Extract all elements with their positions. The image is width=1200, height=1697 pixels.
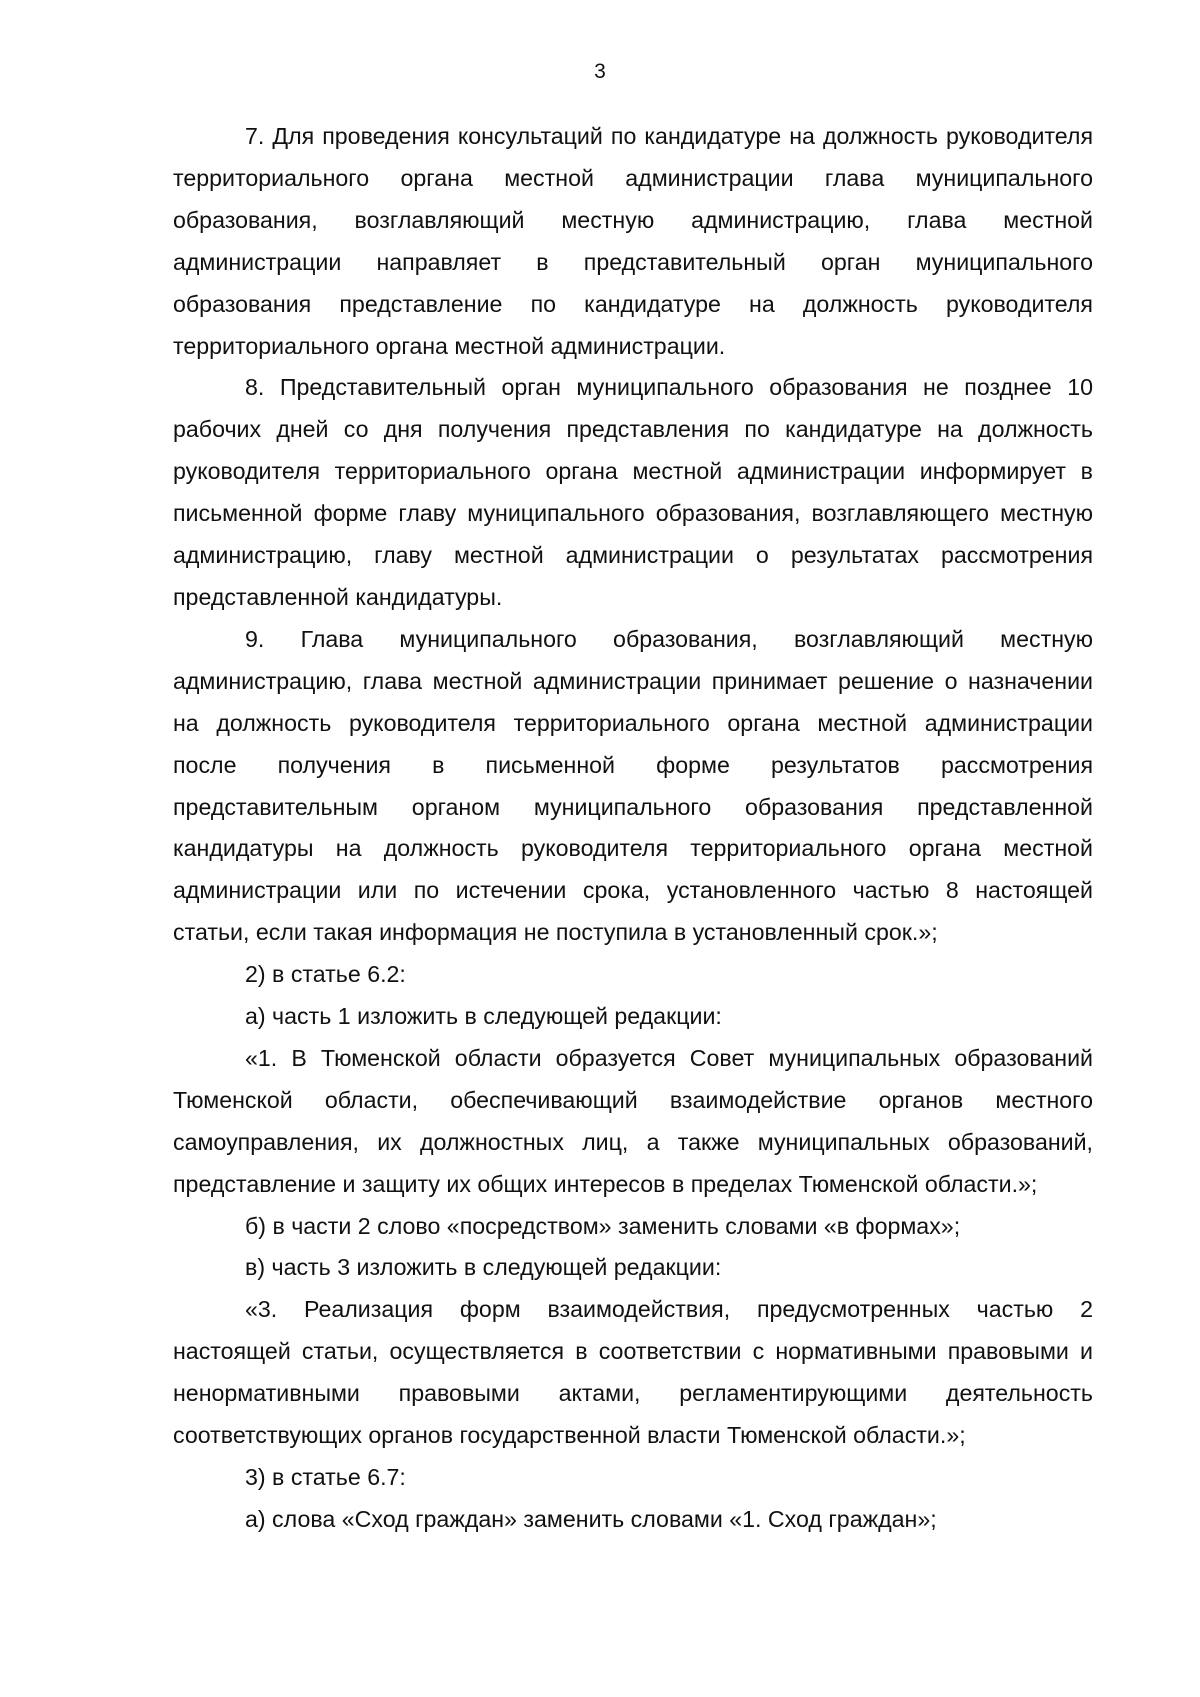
item-2a-quote: «1. В Тюменской области образуется Совет муниципальных образований Тюменской области, обеспечивающий взаимодействие органов местного самоуправления, их должностных лиц, а также муниципальных образований, представление и защиту их общих интересов в пределах Тюменской области.»; (173, 1044, 1093, 1197)
document-body (173, 116, 1093, 1541)
paragraph-9: 9. Глава муниципального образования, возглавляющий местную администрацию, глава местной администрации принимает решение о назначении на должность руководителя территориального органа местной администрации после получения в письменной форме результатов рассмотрения представительным органом муниципального образования представленной кандидатуры на должность руководителя территориального органа местной администрации или по истечении срока, установленного частью 8 настоящей статьи, если такая информация не поступила в установленный срок.»; (173, 625, 1093, 946)
item-2b: б) в части 2 слово «посредством» заменить словами «в формах»; (245, 1212, 961, 1239)
item-2a: а) часть 1 изложить в следующей редакции: (245, 1003, 722, 1030)
item-2-heading: 2) в статье 6.2: (245, 961, 406, 988)
item-2c-quote: «3. Реализация форм взаимодействия, предусмотренных частью 2 настоящей статьи, осуществляется в соответствии с нормативными правовыми и ненормативными правовыми актами, регламентирующими деятельность соответствующих органов государственной власти Тюменской области.»; (173, 1296, 1093, 1449)
paragraph-8: 8. Представительный орган муниципального образования не позднее 10 рабочих дней со дня получения представления по кандидатуре на должность руководителя территориального органа местной администрации информирует в письменной форме главу муниципального образования, возглавляющего местную администрацию, главу местной администрации о результатах рассмотрения представленной кандидатуры. (173, 374, 1093, 610)
item-3-heading: 3) в статье 6.7: (245, 1464, 406, 1490)
paragraph-7: 7. Для проведения консультаций по кандидатуре на должность руководителя территориального органа местной администрации глава муниципального образования, возглавляющий местную администрацию, глава местной администрации направляет в представительный орган муниципального образования представление по кандидатуре на должность руководителя территориального органа местной администрации. (173, 123, 1093, 359)
item-3a: а) слова «Сход граждан» заменить словами «1. Сход граждан»; (245, 1505, 937, 1532)
item-2c: в) часть 3 изложить в следующей редакции: (245, 1254, 722, 1281)
page-number: 3 (594, 60, 606, 83)
